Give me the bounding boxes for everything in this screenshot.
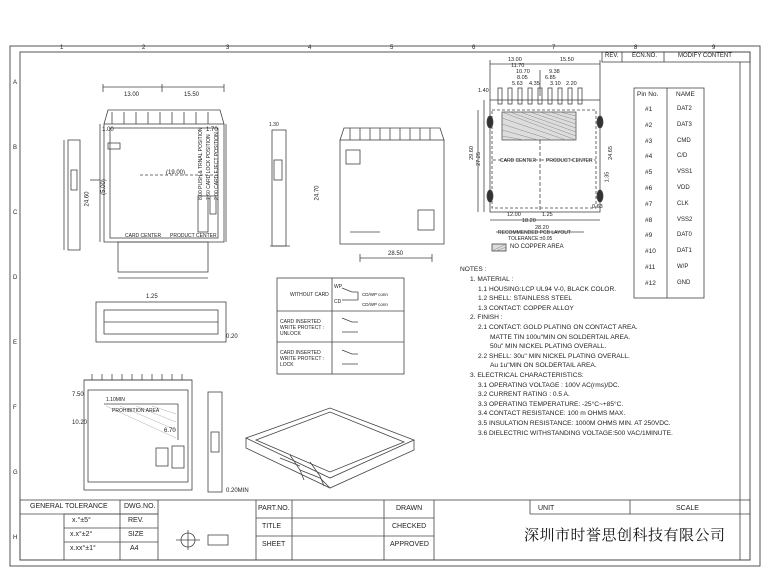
- pin-name: VDD: [677, 185, 690, 191]
- pin-name: VSS1: [677, 169, 693, 176]
- front-dim-height: 24.60: [84, 191, 91, 207]
- card-center-label: CARD CENTER: [125, 233, 162, 239]
- grid-row-a: A: [13, 80, 18, 86]
- pin-name: W/P: [677, 264, 689, 270]
- grid-col-2: 2: [142, 45, 146, 51]
- note-line: 3.3 OPERATING TEMPERATURE: -25°C~+85°C.: [478, 400, 624, 408]
- ecn-header: ECN.NO.: [632, 53, 658, 59]
- pin-number: #4: [645, 153, 653, 161]
- front-dim-inner-1: (5.00): [100, 179, 107, 195]
- grid-col-4: 4: [308, 45, 312, 51]
- note-line: 3.4 CONTACT RESISTANCE: 100 m OHMS MAX.: [478, 410, 626, 418]
- title-label: TITLE: [262, 523, 282, 530]
- grid-row-c: C: [13, 210, 18, 216]
- grid-row-d: D: [13, 275, 18, 281]
- layout-bottom-4: 28.20: [535, 225, 549, 231]
- note-line: 3. ELECTRICAL CHARACTERISTICS:: [470, 372, 584, 379]
- part-no-label: PART.NO.: [258, 505, 290, 512]
- front-dim-left: 1.00: [102, 127, 114, 133]
- note-line: 2.2 SHELL: 30u" MIN NICKEL PLATING OVERALL.: [478, 352, 630, 360]
- pin-name: VSS2: [677, 216, 693, 223]
- note-line: 2.1 CONTACT: GOLD PLATING ON CONTACT AREA.: [478, 324, 638, 331]
- drawn-label: DRAWN: [396, 505, 423, 512]
- grid-col-8: 8: [634, 45, 638, 51]
- layout-dim-5: 9.38: [549, 69, 560, 75]
- layout-left-1: 29.60: [468, 146, 475, 160]
- side-view-left: [64, 140, 80, 250]
- layout-dim-4: 10.70: [516, 69, 530, 75]
- layout-product-center: PRODUCT CENTER: [546, 158, 593, 164]
- switch-cd-1: CD: [334, 299, 342, 305]
- sheet-label: SHEET: [262, 541, 286, 548]
- side-dim-top: 1.30: [269, 122, 279, 128]
- grid-col-9: 9: [712, 45, 716, 51]
- grid-row-h: H: [13, 535, 18, 541]
- layout-bottom-5: 0.63: [592, 204, 603, 210]
- revision-block-grid: [602, 52, 750, 560]
- layout-bottom-2: 1.25: [542, 212, 553, 218]
- company-name: 深圳市时誉思创科技有限公司: [524, 526, 726, 544]
- grid-col-1: 1: [60, 45, 64, 51]
- layout-dim-12: 1.40: [478, 88, 489, 94]
- position-3: 2.00 CARD EJECT POSITION: [214, 132, 220, 200]
- pin-number: #9: [645, 232, 653, 240]
- switch-row-1: WITHOUT CARD: [290, 292, 329, 298]
- approved-label: APPROVED: [390, 541, 429, 548]
- layout-dim-7: 6.85: [545, 75, 556, 81]
- grid-row-e: E: [13, 340, 18, 346]
- note-line: MATTE TIN 100u"MIN ON SOLDERTAIL AREA.: [490, 333, 631, 341]
- pin-number: #10: [645, 248, 656, 256]
- note-line: 2. FINISH :: [470, 314, 503, 322]
- layout-dim-1: 13.00: [508, 57, 522, 63]
- pin-name: CMD: [677, 137, 691, 144]
- middle-view: [340, 128, 444, 262]
- unit-label: UNIT: [538, 505, 555, 512]
- pin-number: #11: [645, 264, 656, 271]
- bottom-dim-3: 10.20: [72, 420, 88, 426]
- front-dim-inner-2: (19.00): [166, 170, 186, 176]
- switch-wp-1: WP: [334, 284, 343, 290]
- no-copper-label: NO COPPER AREA: [510, 244, 564, 250]
- pin-name: GND: [677, 279, 691, 286]
- grid-row-b: B: [13, 145, 18, 151]
- pin-number: #3: [645, 137, 653, 145]
- pin-name: C/D: [677, 153, 688, 160]
- notes-title: NOTES :: [460, 266, 487, 273]
- size-value: A4: [130, 545, 139, 552]
- pin-number: #7: [645, 200, 653, 208]
- general-tolerance: GENERAL TOLERANCE: [30, 503, 108, 510]
- checked-label: CHECKED: [392, 523, 427, 530]
- bottom-dim-1: 7.50: [72, 392, 84, 398]
- front-view: [90, 84, 226, 342]
- front-dim-bottom: 1.25: [146, 294, 158, 300]
- note-line: 1.3 CONTACT: COPPER ALLOY: [478, 304, 574, 312]
- grid-col-3: 3: [226, 45, 230, 51]
- position-1: 8.00 PUSH & TRNAL POSITION: [198, 127, 204, 200]
- pin-number: #8: [645, 216, 653, 224]
- grid-col-7: 7: [552, 45, 556, 51]
- pin-number: #12: [645, 279, 656, 287]
- tol-row-1: x.°±5°: [72, 517, 91, 524]
- pin-name: CLK: [677, 200, 689, 207]
- grid-col-5: 5: [390, 45, 394, 51]
- scale-label: SCALE: [676, 505, 699, 512]
- note-line: Au 1u"MIN ON SOLDERTAIL AREA.: [490, 362, 597, 370]
- rev-label: REV.: [128, 517, 144, 524]
- layout-dim-11: 2.20: [566, 81, 577, 87]
- pin-number: #2: [645, 121, 653, 129]
- switch-row-2: CARD INSERTED WRITE PROTECT : UNLOCK: [280, 319, 325, 337]
- note-line: 1.2 SHELL: STAINLESS STEEL: [478, 295, 573, 303]
- layout-card-center: CARD CENTER: [500, 158, 537, 164]
- layout-right-1: 24.65: [607, 146, 614, 160]
- layout-dim-6: 8.05: [517, 75, 528, 81]
- layout-bottom-1: 12.00: [507, 212, 521, 218]
- side-view-right: [270, 130, 290, 246]
- note-line: 3.1 OPERATING VOLTAGE : 100V AC(rms)/DC.: [478, 381, 620, 389]
- tol-row-2: x.x°±2°: [70, 531, 93, 538]
- note-line: 50u" MIN NICKEL PLATING OVERALL.: [490, 343, 607, 351]
- prohibition-label: PROHIBITION AREA: [112, 408, 160, 414]
- pin-header: Pin No.: [637, 91, 659, 98]
- pin-name: DAT2: [677, 106, 692, 112]
- front-dim-1: 13.00: [124, 92, 140, 98]
- isometric-view: [246, 408, 414, 488]
- pin-number: #1: [645, 106, 653, 113]
- layout-dim-8: 5.63: [512, 81, 523, 87]
- note-line: 3.2 CURRENT RATING : 0.5 A.: [478, 391, 570, 399]
- front-dim-2: 15.50: [184, 92, 200, 98]
- layout-dim-2: 15.50: [560, 57, 574, 63]
- layout-dim-9: 4.35: [529, 81, 540, 87]
- dwg-no-label: DWG.NO.: [124, 503, 156, 510]
- size-label: SIZE: [128, 531, 144, 538]
- note-line: 3.6 DIELECTRIC WITHSTANDING VOLTAGE:500 VAC/1MINUTE.: [478, 429, 673, 437]
- layout-right-2: 1.35: [604, 171, 611, 183]
- front-dim-right: 1.70: [206, 127, 218, 133]
- bottom-dim-2: 1.10MIN: [106, 397, 125, 403]
- mid-dim-width: 28.50: [388, 251, 404, 257]
- pin-name: DAT0: [677, 232, 692, 239]
- pin-name: DAT3: [677, 121, 692, 128]
- tolerance-label: TOLERANCE:±0.05: [508, 236, 553, 242]
- grid-row-g: G: [13, 470, 18, 476]
- switch-state-1: CD/WP conn: [362, 292, 388, 297]
- layout-left-2: 27.25: [475, 152, 482, 166]
- note-line: 1.1 HOUSING:LCP UL94 V-0, BLACK COLOR.: [478, 285, 617, 293]
- tol-row-3: x.xx°±1°: [70, 545, 96, 552]
- layout-bottom-3: 18.20: [522, 218, 536, 224]
- product-center-label: PRODUCT CENTER: [170, 233, 217, 239]
- pcb-layout: [475, 60, 603, 251]
- bottom-dim-4: 6.70: [164, 428, 176, 434]
- pin-name: DAT1: [677, 248, 692, 255]
- recommended-label: RECOMMENDED PCB LAYOUT: [498, 230, 571, 236]
- switch-row-3: CARD INSERTED WRITE PROTECT : LOCK: [280, 350, 325, 368]
- position-2: 7.60 CARD LOCK POSITION: [206, 134, 212, 200]
- pin-number: #5: [645, 169, 653, 177]
- layout-dim-3: 11.70: [511, 63, 525, 69]
- bottom-view: [84, 374, 222, 492]
- note-line: 3.5 INSULATION RESISTANCE: 1000M OHMS MIN. AT 250VDC.: [478, 420, 671, 427]
- front-dim-side: 0.20: [226, 334, 238, 340]
- layout-dim-10: 3.10: [550, 81, 561, 87]
- bottom-dim-5: 0.20MIN: [226, 488, 249, 494]
- rev-header: REV.: [605, 53, 619, 59]
- modify-header: MODIFY CONTENT: [678, 53, 732, 59]
- grid-row-f: F: [13, 405, 17, 411]
- grid-col-6: 6: [472, 45, 476, 51]
- pin-number: #6: [645, 185, 653, 192]
- side-dim: 24.70: [314, 185, 321, 201]
- note-line: 1. MATERIAL :: [470, 276, 514, 283]
- switch-state-2: CD/WP conn: [362, 302, 388, 307]
- name-header: NAME: [676, 91, 695, 98]
